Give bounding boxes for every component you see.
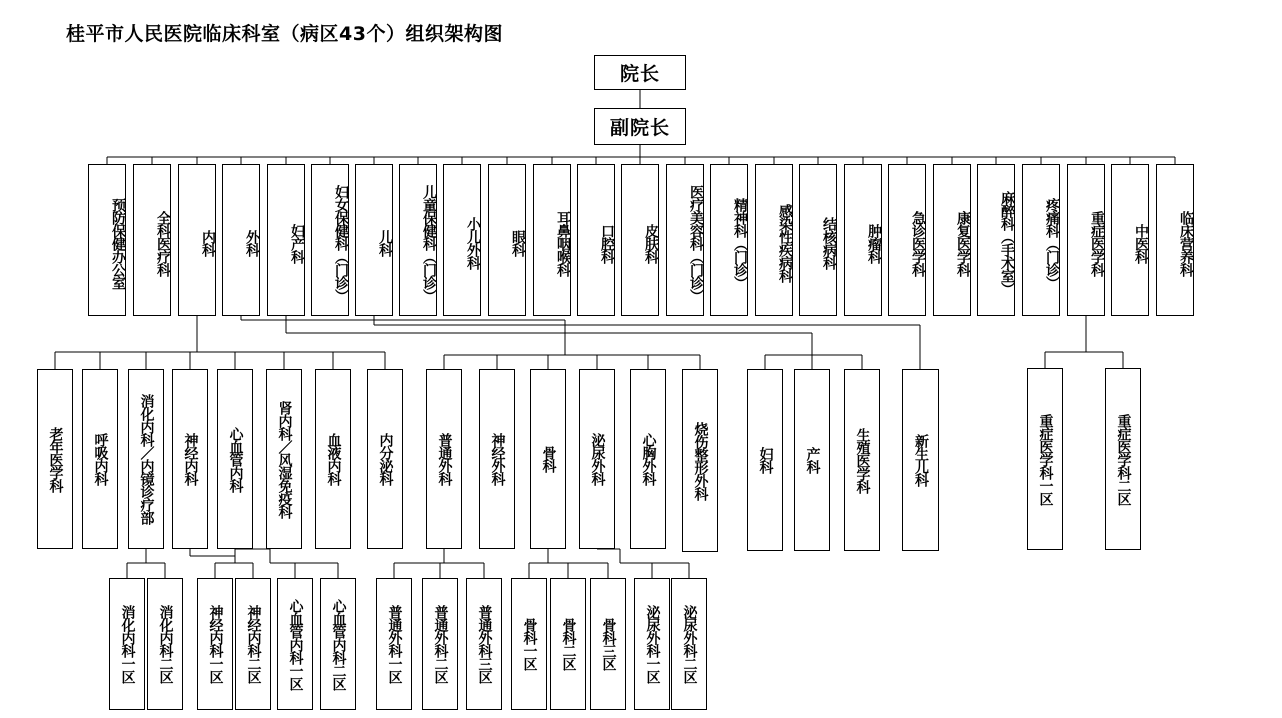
surgery-box: 神经外科: [479, 369, 515, 549]
urology-ward-box: 泌尿外科二区: [671, 578, 707, 710]
neuro-ward-box: 神经内科一区: [197, 578, 233, 710]
surgery-box: 泌尿外科: [579, 369, 615, 549]
obstetrics-box: 产科: [794, 369, 830, 551]
internal-medicine-box: 内分泌科: [367, 369, 403, 549]
department-box: 儿科: [355, 164, 393, 316]
general-surgery-ward-box: 普通外科三区: [466, 578, 502, 710]
cardio-ward-box: 心血管内科二区: [320, 578, 356, 710]
department-box: 精神科（门诊）: [710, 164, 748, 316]
internal-medicine-box: 老年医学科: [37, 369, 73, 549]
department-box: 内科: [178, 164, 216, 316]
chart-title: 桂平市人民医院临床科室（病区43个）组织架构图: [66, 23, 503, 45]
department-box: 肿瘤科: [844, 164, 882, 316]
president-box: 院长: [594, 55, 686, 90]
obstetrics-box: 妇科: [747, 369, 783, 551]
internal-medicine-box: 肾内科／风湿免疫科: [266, 369, 302, 549]
department-box: 眼科: [488, 164, 526, 316]
internal-medicine-box: 心血管内科: [217, 369, 253, 549]
department-box: 外科: [222, 164, 260, 316]
department-box: 结核病科: [799, 164, 837, 316]
internal-medicine-box: 消化内科／内镜诊疗部: [128, 369, 164, 549]
ortho-ward-box: 骨科三区: [590, 578, 626, 710]
department-box: 耳鼻咽喉科: [533, 164, 571, 316]
surgery-box: 烧伤整形外科: [682, 369, 718, 552]
cardio-ward-box: 心血管内科一区: [277, 578, 313, 710]
department-box: 皮肤科: [621, 164, 659, 316]
internal-medicine-box: 呼吸内科: [82, 369, 118, 549]
department-box: 预防保健办公室: [88, 164, 126, 316]
department-box: 中医科: [1111, 164, 1149, 316]
internal-medicine-box: 神经内科: [172, 369, 208, 549]
icu-box: 重症医学科一区: [1027, 368, 1063, 550]
ortho-ward-box: 骨科一区: [511, 578, 547, 710]
icu-box: 重症医学科二区: [1105, 368, 1141, 550]
department-box: 疼痛科（门诊）: [1022, 164, 1060, 316]
neuro-ward-box: 神经内科二区: [235, 578, 271, 710]
department-box: 康复医学科: [933, 164, 971, 316]
department-box: 妇女保健科（门诊）: [311, 164, 349, 316]
department-box: 小儿外科: [443, 164, 481, 316]
department-box: 全科医疗科: [133, 164, 171, 316]
obstetrics-box: 生殖医学科: [844, 369, 880, 551]
vice-president-box: 副院长: [594, 108, 686, 145]
general-surgery-ward-box: 普通外科一区: [376, 578, 412, 710]
department-box: 医疗美容科（门诊）: [666, 164, 704, 316]
general-surgery-ward-box: 普通外科二区: [422, 578, 458, 710]
pediatrics-box: 新生儿科: [902, 369, 939, 551]
surgery-box: 骨科: [530, 369, 566, 549]
department-box: 临床营养科: [1156, 164, 1194, 316]
department-box: 妇产科: [267, 164, 305, 316]
department-box: 口腔科: [577, 164, 615, 316]
surgery-box: 心胸外科: [630, 369, 666, 549]
department-box: 感染性疾病科: [755, 164, 793, 316]
urology-ward-box: 泌尿外科一区: [634, 578, 670, 710]
surgery-box: 普通外科: [426, 369, 462, 549]
department-box: 重症医学科: [1067, 164, 1105, 316]
internal-medicine-box: 血液内科: [315, 369, 351, 549]
department-box: 麻醉科（手术室）: [977, 164, 1015, 316]
digestive-ward-box: 消化内科一区: [109, 578, 145, 710]
ortho-ward-box: 骨科二区: [550, 578, 586, 710]
digestive-ward-box: 消化内科二区: [147, 578, 183, 710]
department-box: 急诊医学科: [888, 164, 926, 316]
department-box: 儿童保健科（门诊）: [399, 164, 437, 316]
